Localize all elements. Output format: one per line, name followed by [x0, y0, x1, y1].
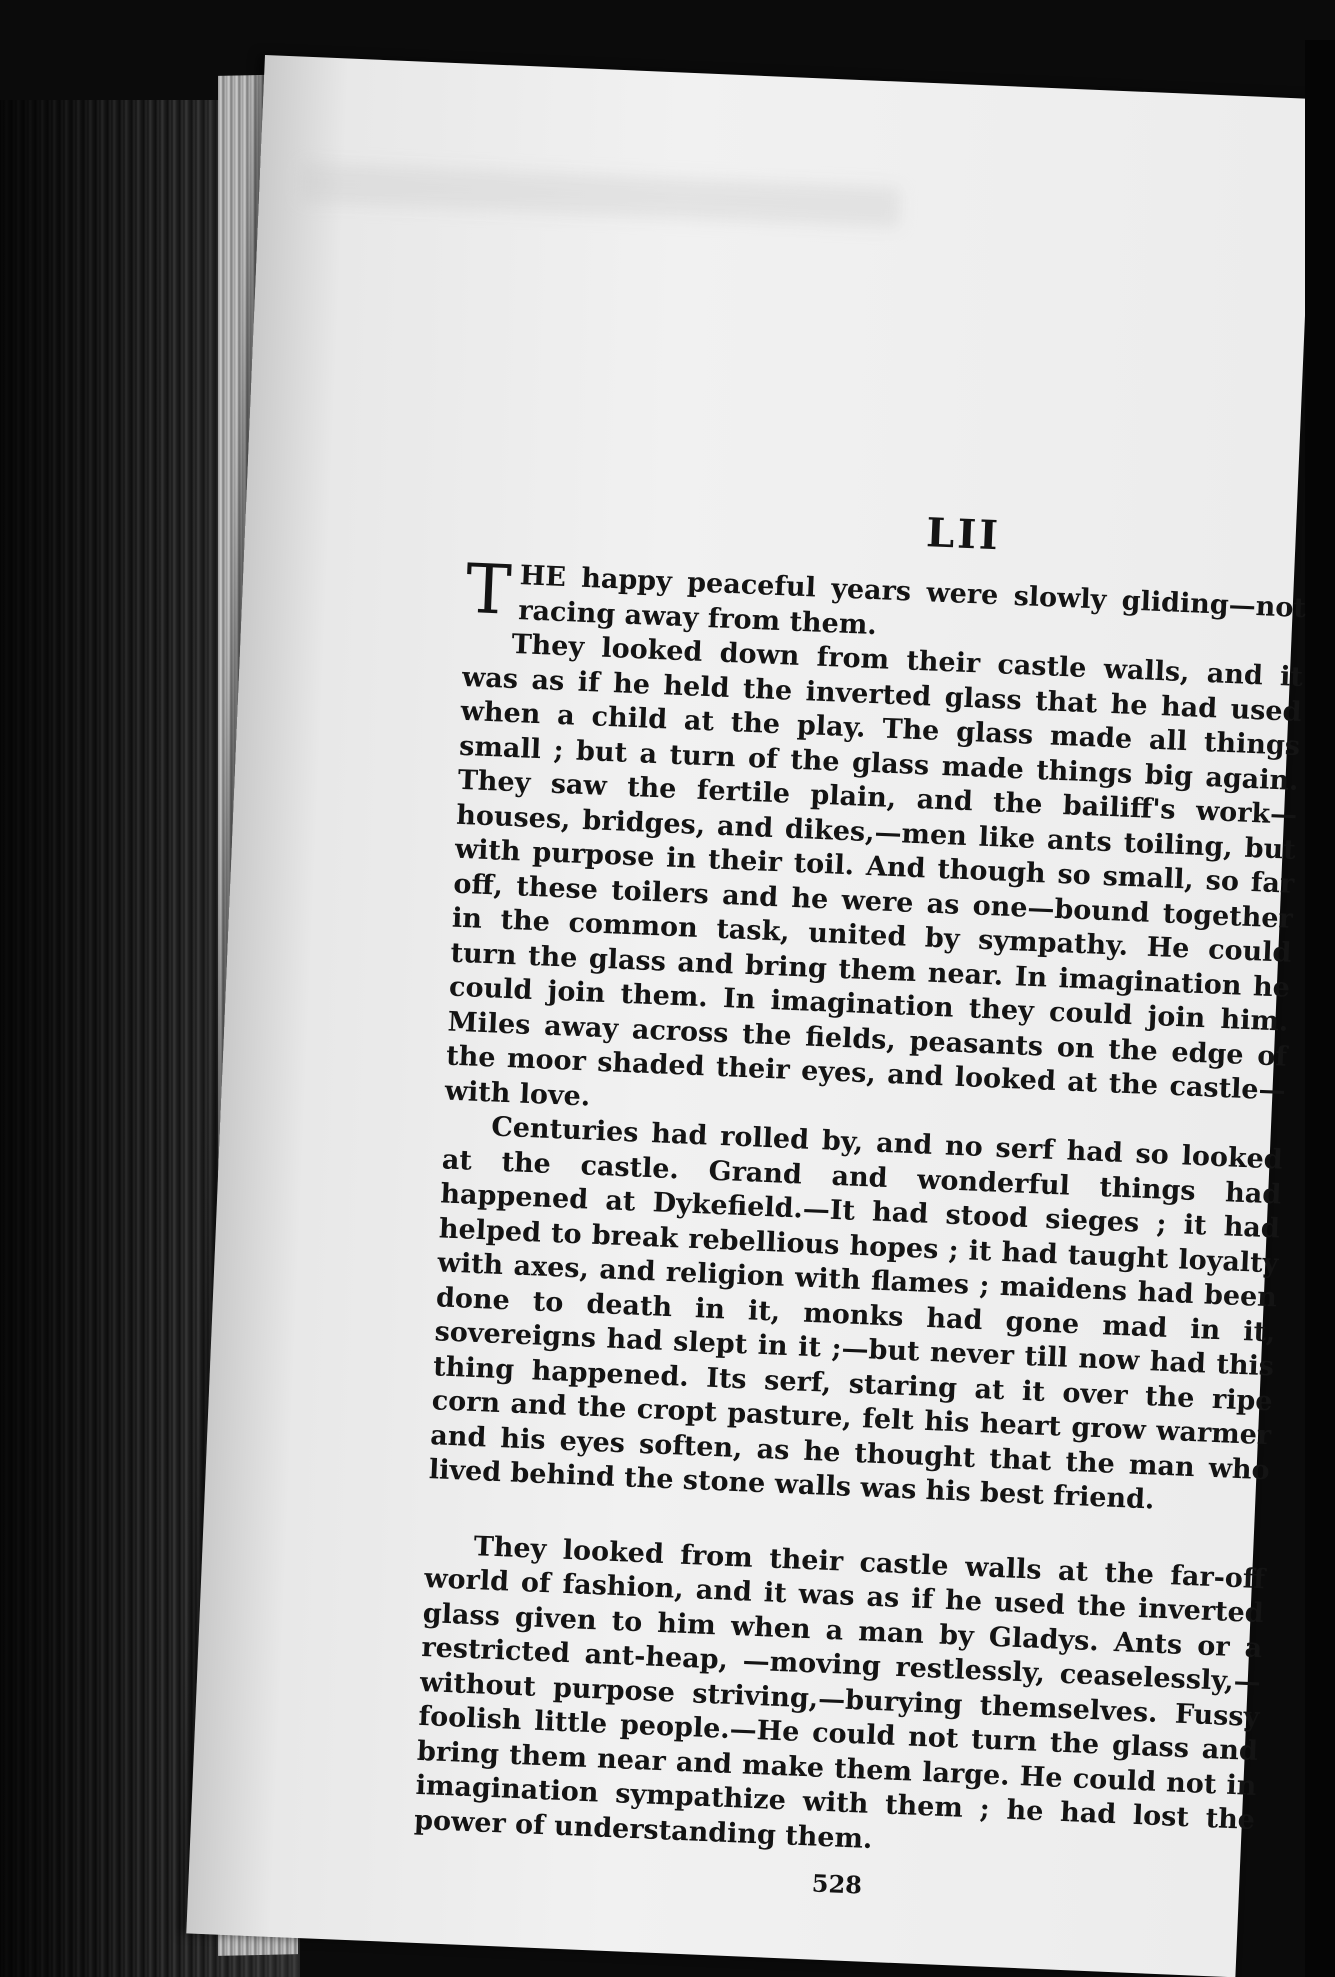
page-number: 528	[811, 1868, 863, 1900]
paragraph-centuries: Centuries had rolled by, and no serf had so looked at the castle. Grand and wonderful things had happened at Dykefield.—It had stood sieges ; it had helped to break rebellious hopes ; it had taught loyalty with axes, and religion with flames ; maidens had been done to death in it, monks had gone mad in it, sovereigns had slept in it ;—but never till now had this thing happened. Its serf, staring at it over the ripe corn and the cropt pasture, felt his heart grow warmer and his eyes soften, as he thought that the man who lived behind the stone walls was his best friend.	[428, 1111, 1284, 1516]
paragraph-castle-walls: They looked down from their castle walls, and it was as if he held the inverted glass that he had used when a child at the play. The glass made all things small ; but a turn of the glass made things big again. They saw the fertile plain, and the bailiff's work—houses, bridges, and dikes,—men like ants toiling, but with purpose in their toil. And though so small, so far off, these toilers and he were as one—bound together in the common task, united by sympathy. He could turn the glass and bring them near. In imagination he could join them. In imagination they could join him. Miles away across the fields, peasants on the edge of the moor shaded their eyes, and looked at the castle—with love.	[444, 628, 1304, 1113]
scan-border	[1305, 40, 1335, 1977]
page-text	[412, 490, 1310, 1916]
paragraph-fashion: They looked from their castle walls at the far-off world of fashion, and it was as if he used the inverted glass given to him when a man by Gladys. Ants or a restricted ant-heap, —moving restlessly, ceaselessly,—without purpose striving,—burying themselves. Fussy foolish little people.—He could not turn the glass and bring them near and make them large. He could not in imagination sympathize with them ; he had lost the power of understanding them.	[413, 1530, 1266, 1855]
chapter-heading: LII	[925, 509, 1002, 560]
drop-cap: T	[464, 549, 513, 631]
opening-paragraph-text: HE happy peaceful years were slowly gliding—not racing away from them.	[517, 560, 1307, 641]
